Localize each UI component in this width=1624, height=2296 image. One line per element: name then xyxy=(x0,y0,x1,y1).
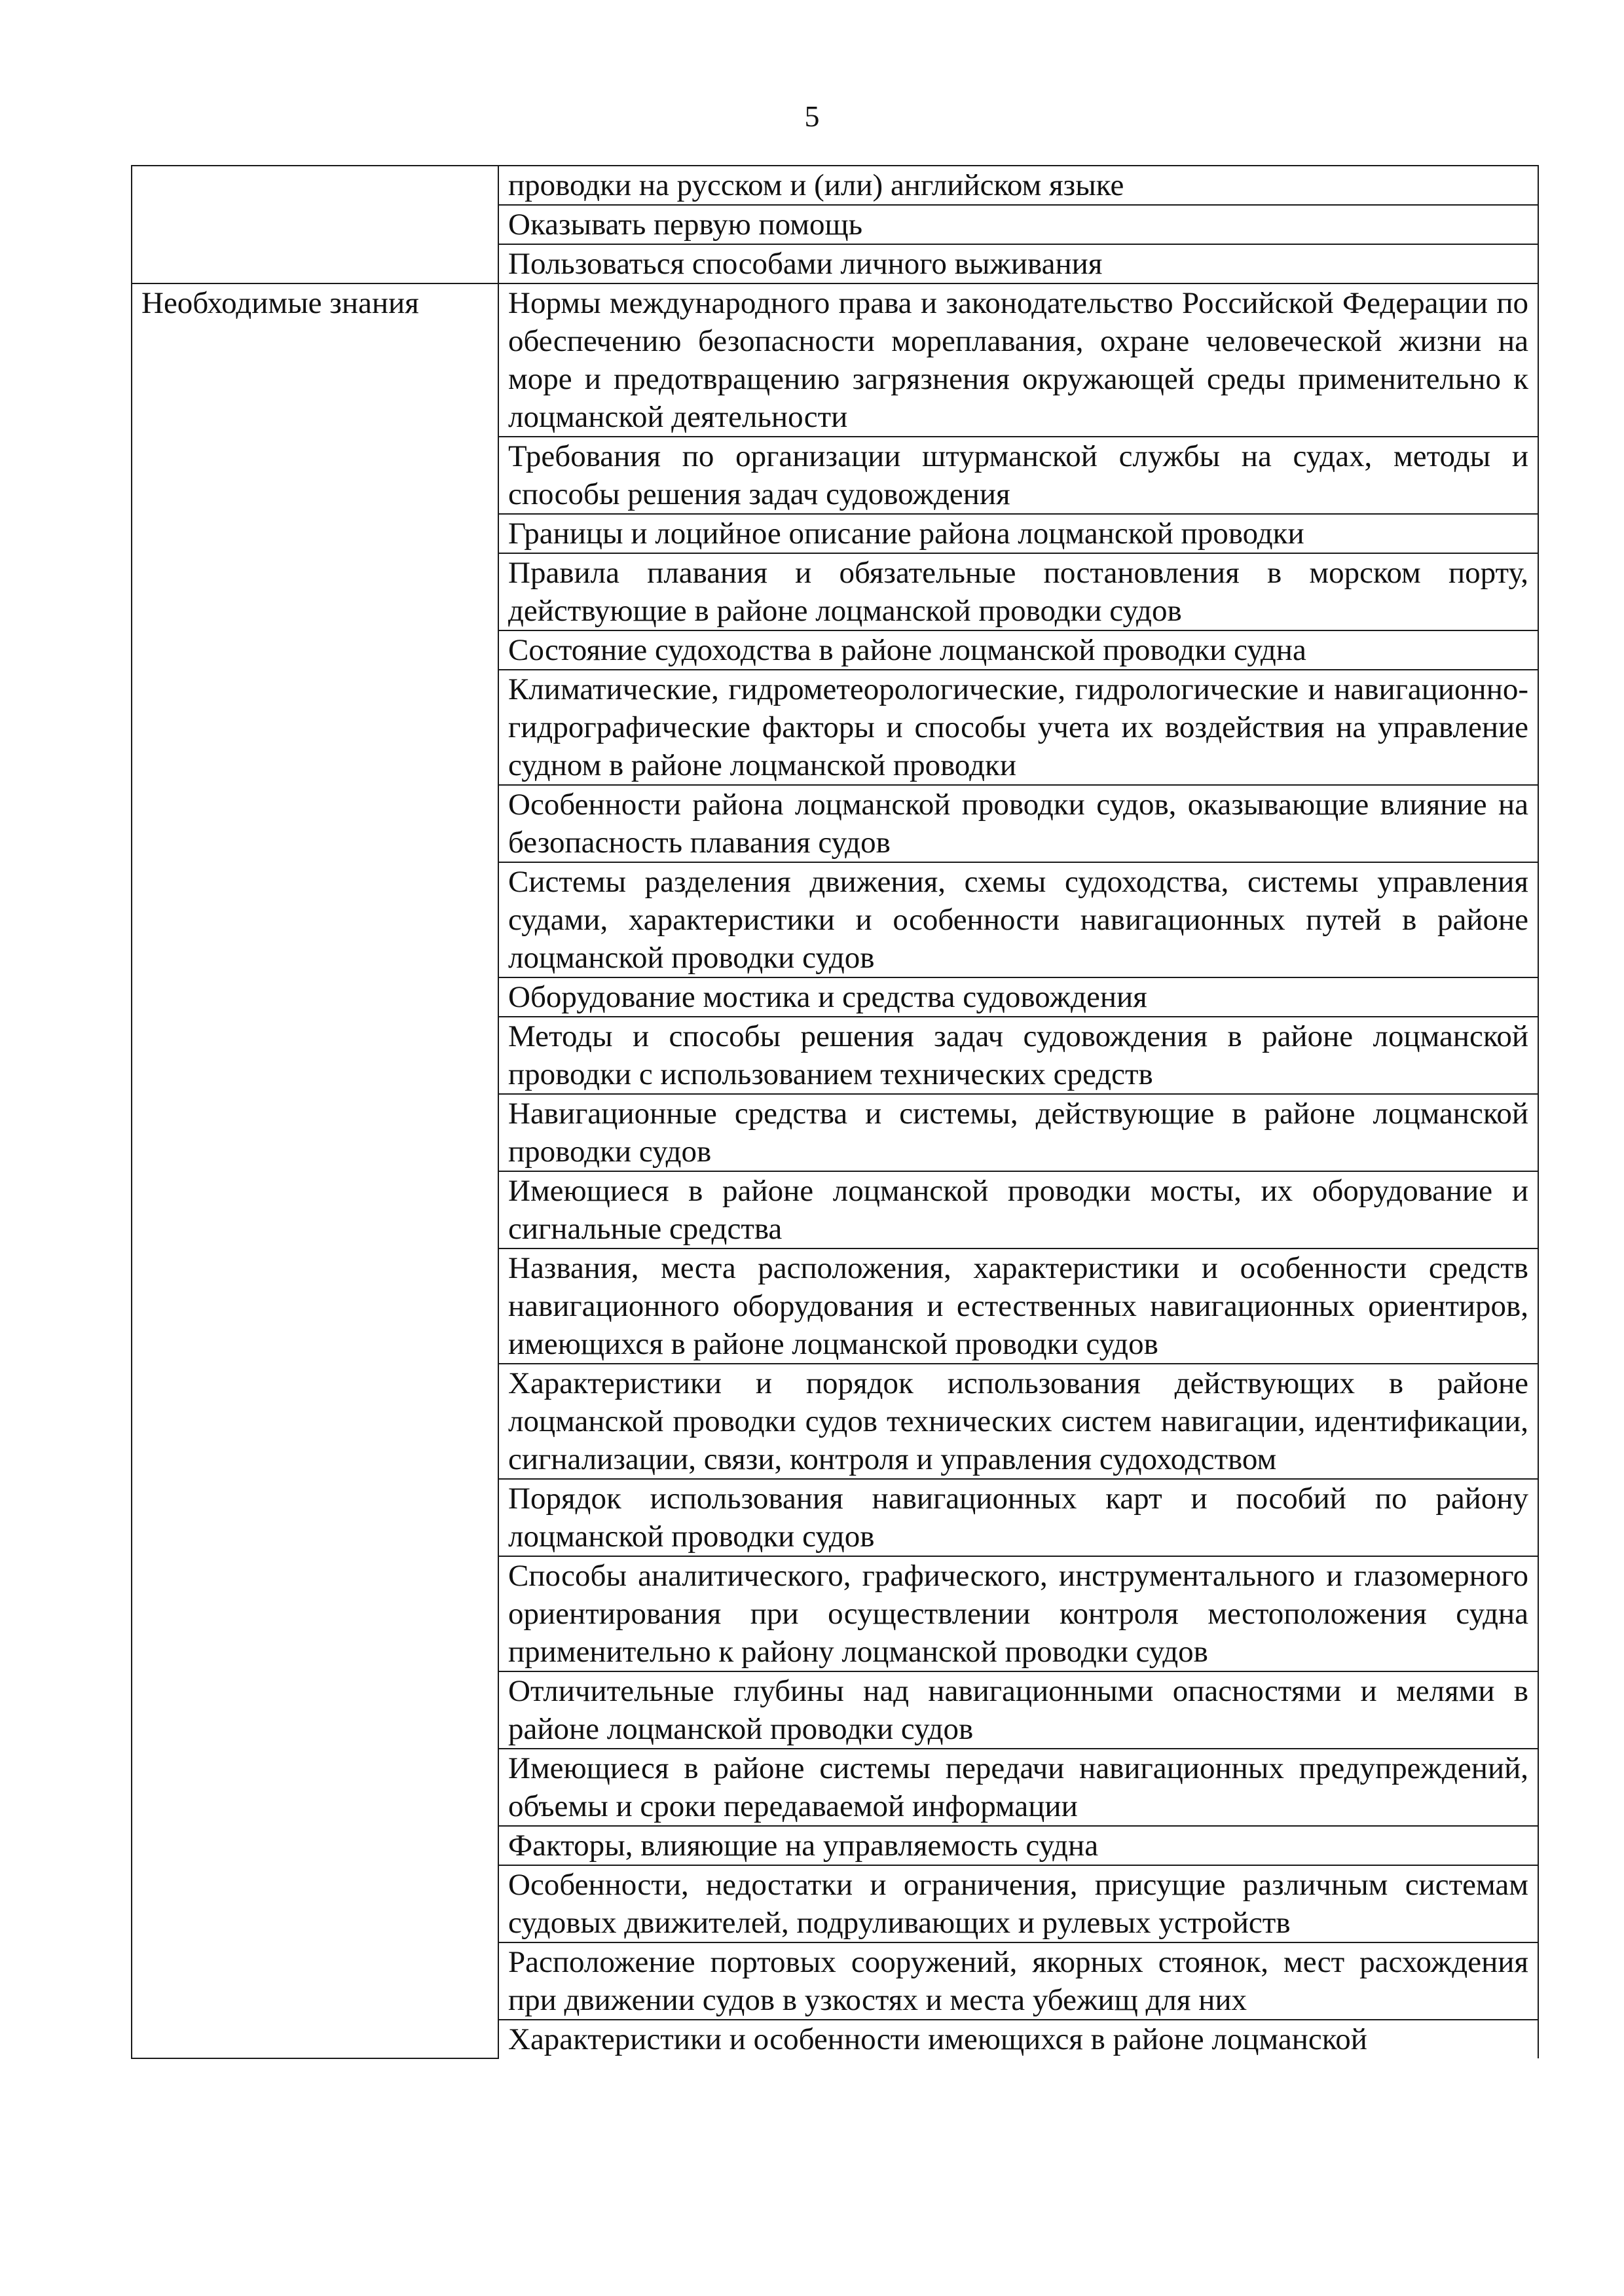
table-cell: Системы разделения движения, схемы судоходства, системы управления судами, характеристики и особенности навигационных путей в районе лоцманской проводки судов xyxy=(498,862,1538,977)
table-cell: Методы и способы решения задач судовождения в районе лоцманской проводки с использованием технических средств xyxy=(498,1017,1538,1094)
table-cell: Оказывать первую помощь xyxy=(498,205,1538,244)
table-cell: Отличительные глубины над навигационными опасностями и мелями в районе лоцманской проводки судов xyxy=(498,1671,1538,1749)
page-number: 5 xyxy=(804,100,820,133)
table-cell: Факторы, влияющие на управляемость судна xyxy=(498,1826,1538,1865)
table-cell: Оборудование мостика и средства судовождения xyxy=(498,977,1538,1017)
knowledge-label-cell: Необходимые знания xyxy=(132,283,498,2058)
table-cell: Пользоваться способами личного выживания xyxy=(498,244,1538,283)
table-cell: Особенности района лоцманской проводки судов, оказывающие влияние на безопасность плавания судов xyxy=(498,785,1538,862)
label-cell-empty xyxy=(132,166,498,283)
table-cell: Имеющиеся в районе системы передачи навигационных предупреждений, объемы и сроки передаваемой информации xyxy=(498,1749,1538,1826)
table-cell: Нормы международного права и законодательство Российской Федерации по обеспечению безопасности мореплавания, охране человеческой жизни на море и предотвращению загрязнения окружающей среды применительно к лоцманской деятельности xyxy=(498,283,1538,437)
table-cell: Названия, места расположения, характеристики и особенности средств навигационного оборудования и естественных навигационных ориентиров, имеющихся в районе лоцманской проводки судов xyxy=(498,1248,1538,1364)
table-cell: Расположение портовых сооружений, якорных стоянок, мест расхождения при движении судов в узкостях и места убежищ для них xyxy=(498,1942,1538,2020)
table-cell: Состояние судоходства в районе лоцманской проводки судна xyxy=(498,630,1538,670)
table-cell: Требования по организации штурманской службы на судах, методы и способы решения задач судовождения xyxy=(498,437,1538,514)
table-cell: Имеющиеся в районе лоцманской проводки мосты, их оборудование и сигнальные средства xyxy=(498,1171,1538,1248)
table-cell: Правила плавания и обязательные постановления в морском порту, действующие в районе лоцманской проводки судов xyxy=(498,553,1538,630)
table-row xyxy=(132,166,1538,205)
table-cell: Порядок использования навигационных карт и пособий по району лоцманской проводки судов xyxy=(498,1479,1538,1556)
table-cell: Способы аналитического, графического, инструментального и глазомерного ориентирования при осуществлении контроля местоположения судна применительно к району лоцманской проводки судов xyxy=(498,1556,1538,1671)
table-cell: Характеристики и особенности имеющихся в районе лоцманской xyxy=(498,2020,1538,2058)
requirements-table xyxy=(131,165,1539,2059)
table-cell: проводки на русском и (или) английском языке xyxy=(498,166,1538,205)
table-cell: Особенности, недостатки и ограничения, присущие различным системам судовых движителей, подруливающих и рулевых устройств xyxy=(498,1865,1538,1942)
table-cell: Навигационные средства и системы, действующие в районе лоцманской проводки судов xyxy=(498,1094,1538,1171)
table-cell: Климатические, гидрометеорологические, гидрологические и навигационно-гидрографические факторы и способы учета их воздействия на управление судном в районе лоцманской проводки xyxy=(498,670,1538,785)
table-cell: Границы и лоцийное описание района лоцманской проводки xyxy=(498,514,1538,553)
table-row xyxy=(132,283,1538,437)
table-cell: Характеристики и порядок использования действующих в районе лоцманской проводки судов технических систем навигации, идентификации, сигнализации, связи, контроля и управления судоходством xyxy=(498,1364,1538,1479)
